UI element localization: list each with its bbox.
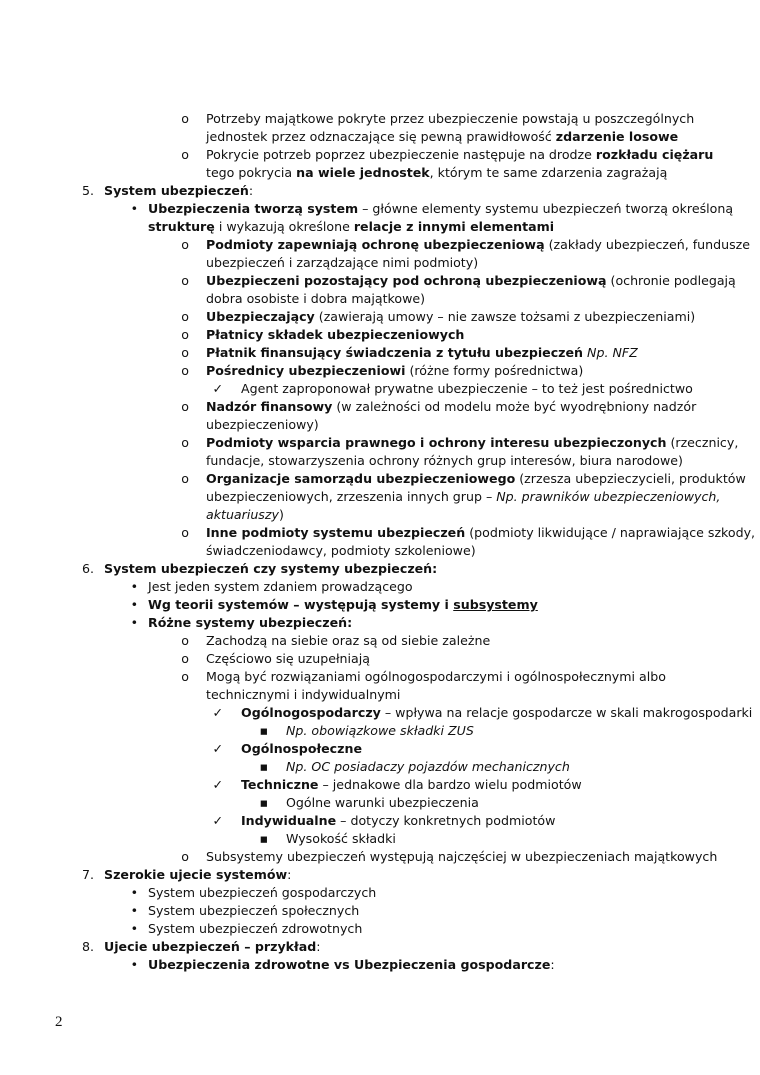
circle-marker: o: [181, 669, 189, 684]
text-line: [0, 326, 760, 344]
text-line: [0, 920, 760, 938]
line-text: [206, 128, 678, 146]
text-line: [0, 884, 760, 902]
text-line: [0, 254, 760, 272]
text-line: [0, 740, 760, 758]
bullet-marker: •: [130, 579, 138, 594]
text-segment: Częściowo się uzupełniają: [206, 651, 370, 666]
text-segment: strukturę: [148, 219, 215, 234]
list-number: 6.: [81, 561, 94, 576]
text-segment: Inne podmioty systemu ubezpieczeń: [206, 525, 466, 540]
text-segment: technicznymi i indywidualnymi: [206, 687, 401, 702]
line-text: [148, 884, 376, 902]
line-text: [206, 434, 738, 452]
text-segment: aktuariuszy: [206, 507, 279, 522]
circle-marker: o: [181, 237, 189, 252]
text-segment: :: [287, 867, 292, 882]
bullet-marker: •: [130, 885, 138, 900]
text-segment: – wpływa na relacje gospodarcze w skali makrogospodarki: [380, 705, 753, 720]
square-marker: ▪: [259, 723, 268, 738]
text-segment: :: [248, 183, 254, 198]
text-line: [0, 578, 760, 596]
bullet-marker: •: [130, 597, 138, 612]
text-segment: Wysokość składki: [286, 831, 396, 846]
text-line: [0, 236, 760, 254]
line-text: [206, 236, 750, 254]
text-line: [0, 398, 760, 416]
text-segment: Podmioty wsparcia prawnego i ochrony interesu ubezpieczonych: [206, 435, 667, 450]
check-marker: ✓: [212, 777, 223, 792]
text-segment: zdarzenie losowe: [555, 129, 679, 144]
check-marker: ✓: [212, 813, 223, 828]
line-text: [148, 902, 359, 920]
text-segment: Pośrednicy ubezpieczeniowi: [206, 363, 406, 378]
text-segment: Różne systemy ubezpieczeń:: [148, 615, 353, 630]
line-text: [286, 722, 474, 740]
text-segment: :: [550, 957, 555, 972]
text-line: [0, 362, 760, 380]
square-marker: ▪: [259, 795, 268, 810]
text-segment: (zrzesza ubepzieczycieli, produktów: [515, 471, 746, 486]
line-text: [206, 362, 583, 380]
text-segment: Ubezpieczający: [206, 309, 315, 324]
text-line: [0, 848, 760, 866]
text-segment: (zawierają umowy – nie zawsze tożsami z ubezpieczeniami): [314, 309, 696, 324]
line-text: [206, 506, 284, 524]
text-line: [0, 812, 760, 830]
list-number: 5.: [81, 183, 94, 198]
text-line: [0, 956, 760, 974]
circle-marker: o: [181, 327, 189, 342]
text-line: [0, 308, 760, 326]
line-text: [206, 110, 694, 128]
line-text: [206, 344, 638, 362]
line-text: [206, 398, 696, 416]
text-segment: Ujecie ubezpieczeń – przykład: [104, 939, 317, 954]
circle-marker: o: [181, 849, 189, 864]
text-segment: i wykazują określone: [214, 219, 354, 234]
square-marker: ▪: [259, 831, 268, 846]
line-text: [206, 416, 319, 434]
circle-marker: o: [181, 309, 189, 324]
text-line: [0, 542, 760, 560]
text-segment: Ogólnospołeczne: [241, 741, 362, 756]
text-line: [0, 506, 760, 524]
text-segment: Techniczne: [241, 777, 319, 792]
text-segment: Ogólnogospodarczy: [241, 705, 381, 720]
text-segment: ubezpieczeniowych, zrzeszenia innych grup –: [206, 489, 497, 504]
circle-marker: o: [181, 111, 189, 126]
square-marker: ▪: [259, 759, 268, 774]
text-segment: – jednakowe dla bardzo wielu podmiotów: [318, 777, 582, 792]
text-line: [0, 776, 760, 794]
circle-marker: o: [181, 147, 189, 162]
text-segment: Ogólne warunki ubezpieczenia: [286, 795, 479, 810]
text-line: [0, 704, 760, 722]
text-segment: Płatnik finansujący świadczenia z tytułu ubezpieczeń: [206, 345, 584, 360]
text-line: [0, 434, 760, 452]
text-line: [0, 218, 760, 236]
text-segment: Np. prawników ubezpieczeniowych,: [496, 489, 721, 504]
text-segment: dobra osobiste i dobra majątkowe): [206, 291, 426, 306]
text-line: [0, 902, 760, 920]
text-segment: Podmioty zapewniają ochronę ubezpieczeniową: [206, 237, 545, 252]
line-text: [286, 758, 570, 776]
text-segment: Mogą być rozwiązaniami ogólnogospodarczymi i ogólnospołecznymi albo: [206, 669, 666, 684]
text-segment: System ubezpieczeń: [104, 183, 249, 198]
text-segment: rozkładu ciężaru: [595, 147, 714, 162]
text-segment: ): [278, 507, 284, 522]
list-number: 7.: [81, 867, 94, 882]
text-line: [0, 380, 760, 398]
circle-marker: o: [181, 471, 189, 486]
text-line: [0, 182, 760, 200]
line-text: [206, 632, 490, 650]
text-line: [0, 722, 760, 740]
text-line: [0, 524, 760, 542]
text-segment: ubezpieczeniowy): [206, 417, 319, 432]
text-segment: (rzecznicy,: [666, 435, 739, 450]
text-segment: (podmioty likwidujące / naprawiające szkody,: [465, 525, 756, 540]
text-segment: (różne formy pośrednictwa): [405, 363, 584, 378]
text-segment: Płatnicy składek ubezpieczeniowych: [206, 327, 465, 342]
text-segment: Szerokie ujecie systemów: [104, 867, 288, 882]
text-line: [0, 272, 760, 290]
text-line: [0, 686, 760, 704]
text-segment: Subsystemy ubezpieczeń występują najczęściej w ubezpieczeniach majątkowych: [206, 849, 718, 864]
text-line: [0, 632, 760, 650]
circle-marker: o: [181, 363, 189, 378]
bullet-marker: •: [130, 903, 138, 918]
text-line: [0, 758, 760, 776]
text-segment: – dotyczy konkretnych podmiotów: [336, 813, 556, 828]
text-segment: Jest jeden system zdaniem prowadzącego: [148, 579, 413, 594]
text-segment: System ubezpieczeń czy systemy ubezpieczeń:: [104, 561, 438, 576]
bullet-marker: •: [130, 615, 138, 630]
text-line: [0, 290, 760, 308]
text-line: [0, 668, 760, 686]
text-segment: System ubezpieczeń zdrowotnych: [148, 921, 363, 936]
text-line: [0, 830, 760, 848]
circle-marker: o: [181, 633, 189, 648]
text-line: [0, 146, 760, 164]
text-line: [0, 200, 760, 218]
line-text: [148, 920, 362, 938]
text-line: [0, 866, 760, 884]
circle-marker: o: [181, 435, 189, 450]
line-text: [206, 146, 713, 164]
line-text: [206, 308, 695, 326]
line-text: [206, 488, 720, 506]
text-segment: (w zależności od modelu może być wyodrębniony nadzór: [332, 399, 697, 414]
text-line: [0, 128, 760, 146]
line-text: [148, 596, 538, 614]
text-line: [0, 614, 760, 632]
line-text: [206, 272, 736, 290]
text-segment: fundacje, stowarzyszenia ochrony różnych grup interesów, biura narodowe): [206, 453, 683, 468]
check-marker: ✓: [212, 705, 223, 720]
text-line: [0, 938, 760, 956]
text-segment: świadczeniodawcy, podmioty szkoleniowe): [206, 543, 476, 558]
line-text: [206, 254, 478, 272]
text-segment: relacje z innymi elementami: [353, 219, 555, 234]
text-segment: Ubezpieczeni pozostający pod ochroną ubezpieczeniową: [206, 273, 607, 288]
text-line: [0, 416, 760, 434]
text-line: [0, 452, 760, 470]
text-segment: Wg teorii systemów – występują systemy i: [148, 597, 454, 612]
line-text: [148, 218, 554, 236]
text-segment: Np. obowiązkowe składki ZUS: [286, 723, 474, 738]
bullet-marker: •: [130, 957, 138, 972]
line-text: [104, 182, 253, 200]
circle-marker: o: [181, 345, 189, 360]
text-line: [0, 650, 760, 668]
text-segment: Pokrycie potrzeb poprzez ubezpieczenie następuje na drodze: [206, 147, 596, 162]
line-text: [206, 326, 464, 344]
text-line: [0, 596, 760, 614]
text-segment: Agent zaproponował prywatne ubezpieczenie – to też jest pośrednictwo: [241, 381, 693, 396]
line-text: [104, 938, 320, 956]
line-text: [206, 452, 683, 470]
text-segment: na wiele jednostek: [296, 165, 430, 180]
text-segment: tego pokrycia: [206, 165, 297, 180]
line-text: [206, 848, 717, 866]
line-text: [148, 578, 413, 596]
line-text: [206, 686, 400, 704]
text-segment: subsystemy: [453, 597, 538, 612]
text-segment: Indywidualne: [241, 813, 337, 828]
line-text: [104, 560, 437, 578]
text-segment: jednostek przez odznaczające się pewną prawidłowość: [206, 129, 556, 144]
bullet-marker: •: [130, 201, 138, 216]
line-text: [206, 542, 476, 560]
check-marker: ✓: [212, 741, 223, 756]
line-text: [206, 524, 755, 542]
line-text: [241, 740, 362, 758]
line-text: [241, 812, 555, 830]
line-text: [104, 866, 291, 884]
text-line: [0, 164, 760, 182]
text-line: [0, 488, 760, 506]
text-segment: Potrzeby majątkowe pokryte przez ubezpieczenie powstają u poszczególnych: [206, 111, 695, 126]
text-segment: Np. NFZ: [587, 345, 638, 360]
text-line: [0, 560, 760, 578]
text-segment: Zachodzą na siebie oraz są od siebie zależne: [206, 633, 491, 648]
text-segment: Np. OC posiadaczy pojazdów mechanicznych: [286, 759, 570, 774]
line-text: [148, 956, 555, 974]
line-text: [286, 794, 479, 812]
line-text: [286, 830, 396, 848]
text-segment: :: [316, 939, 321, 954]
text-segment: (zakłady ubezpieczeń, fundusze: [544, 237, 751, 252]
list-number: 8.: [81, 939, 94, 954]
circle-marker: o: [181, 399, 189, 414]
line-text: [241, 776, 582, 794]
text-segment: Ubezpieczenia zdrowotne vs Ubezpieczenia gospodarcze: [148, 957, 551, 972]
line-text: [206, 470, 746, 488]
line-text: [206, 668, 666, 686]
text-segment: Ubezpieczenia tworzą system: [148, 201, 359, 216]
text-segment: ubezpieczeń i zarządzające nimi podmioty): [206, 255, 479, 270]
text-segment: System ubezpieczeń gospodarczych: [148, 885, 377, 900]
text-line: [0, 470, 760, 488]
text-segment: – główne elementy systemu ubezpieczeń tworzą określoną: [358, 201, 734, 216]
text-line: [0, 344, 760, 362]
page-number: 2: [55, 1014, 63, 1030]
line-text: [241, 704, 752, 722]
circle-marker: o: [181, 273, 189, 288]
line-text: [206, 290, 425, 308]
circle-marker: o: [181, 651, 189, 666]
text-line: [0, 110, 760, 128]
line-text: [206, 164, 667, 182]
line-text: [206, 650, 370, 668]
text-segment: (ochronie podlegają: [606, 273, 736, 288]
check-marker: ✓: [212, 381, 223, 396]
text-line: [0, 794, 760, 812]
line-text: [241, 380, 693, 398]
text-segment: System ubezpieczeń społecznych: [148, 903, 360, 918]
circle-marker: o: [181, 525, 189, 540]
text-segment: , którym te same zdarzenia zagrażają: [429, 165, 668, 180]
bullet-marker: •: [130, 921, 138, 936]
line-text: [148, 614, 352, 632]
text-segment: Nadzór finansowy: [206, 399, 333, 414]
line-text: [148, 200, 733, 218]
text-segment: Organizacje samorządu ubezpieczeniowego: [206, 471, 516, 486]
